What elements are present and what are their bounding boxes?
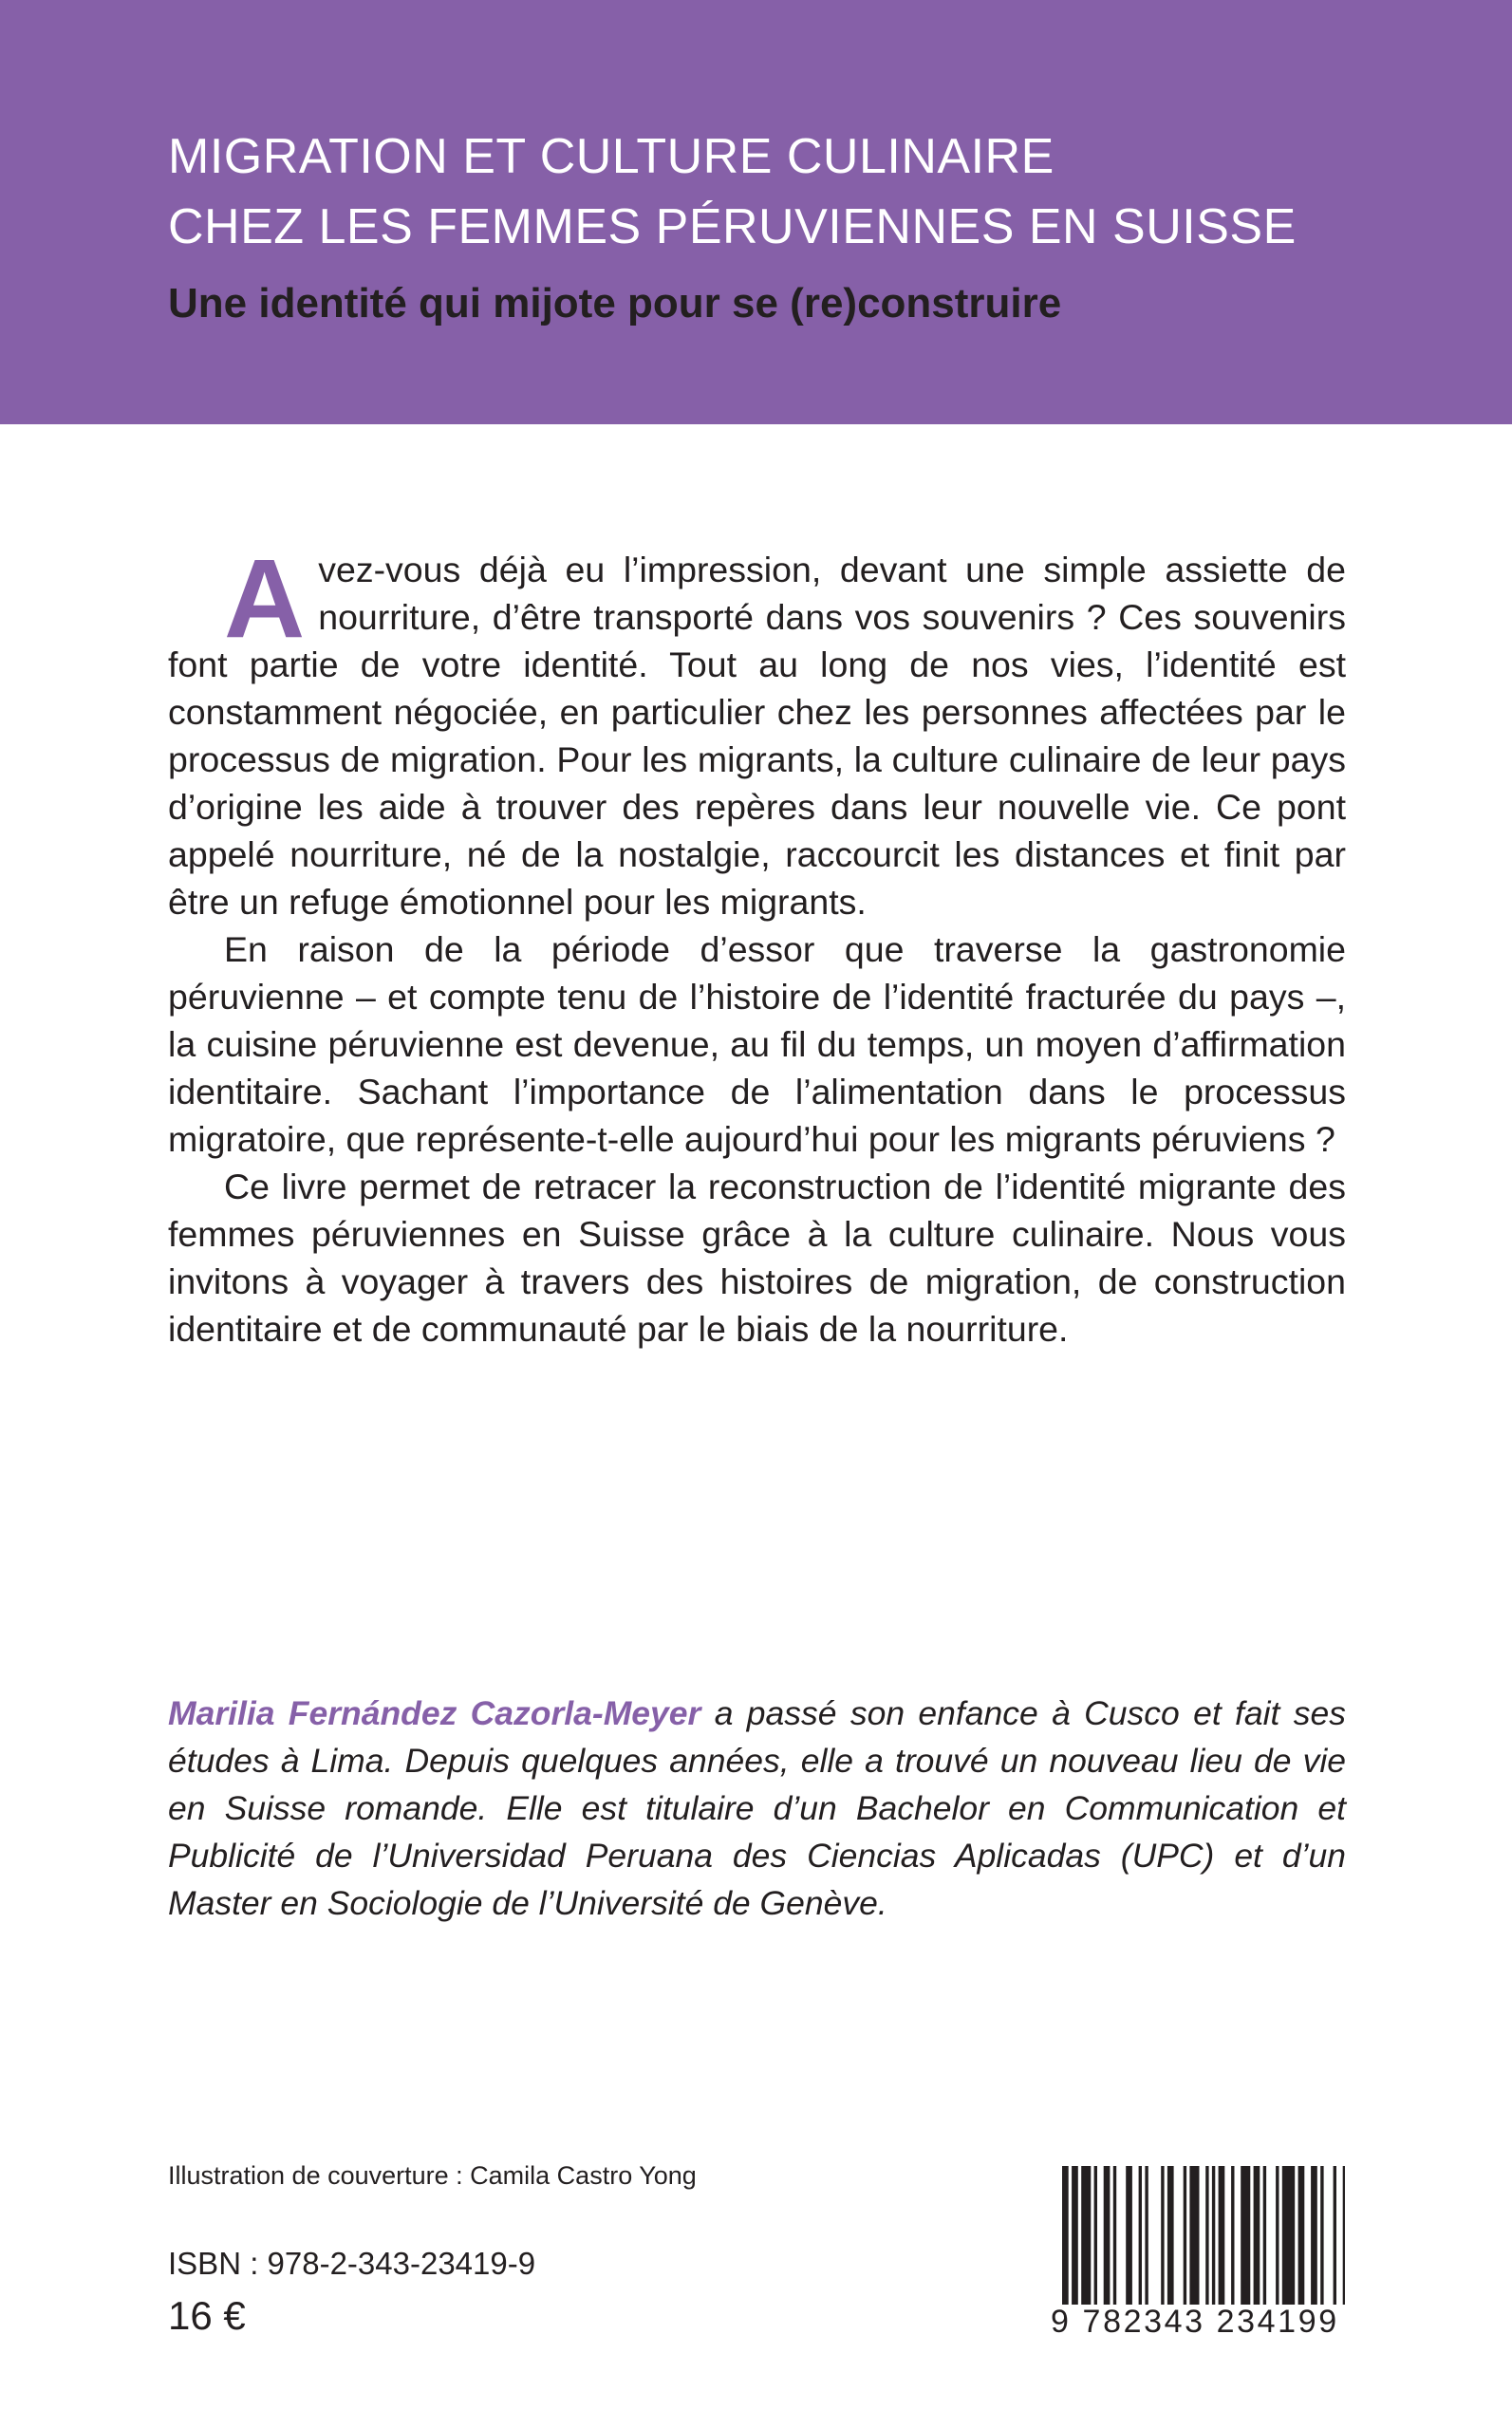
barcode-bar [1126, 2166, 1132, 2305]
barcode-bar [1205, 2166, 1208, 2305]
barcode-bar [1094, 2166, 1097, 2305]
barcode-bar [1113, 2166, 1116, 2305]
blurb-paragraph-3: Ce livre permet de retracer la reconstruction de l’identité migrante des femmes péruviennes en Suisse grâce à la culture culinaire. Nous vous invitons à voyager à travers des histoires de migration, de construction identitaire et de communauté par le biais de la nourriture. [168, 1167, 1346, 1349]
barcode-bar [1139, 2166, 1142, 2305]
barcode-bar [1219, 2166, 1225, 2305]
barcode-bar [1263, 2166, 1266, 2305]
barcode-bar [1167, 2166, 1174, 2305]
barcode-bar [1343, 2166, 1345, 2305]
book-title-line-1: MIGRATION ET CULTURE CULINAIRE [168, 129, 1055, 184]
barcode-bar [1276, 2166, 1279, 2305]
barcode-bar [1334, 2166, 1336, 2305]
barcode-digits: 9 782343 234199 [1051, 2304, 1339, 2340]
drop-cap: A [224, 536, 306, 662]
barcode-bar [1254, 2166, 1260, 2305]
book-subtitle: Une identité qui mijote pour se (re)construire [168, 280, 1062, 327]
illustration-credit: Illustration de couverture : Camila Castro Yong [168, 2161, 697, 2190]
barcode-bar [1320, 2166, 1323, 2305]
author-bio [168, 1690, 1346, 1927]
blurb-paragraph-1 [168, 536, 1346, 925]
barcode-bars [1051, 2164, 1345, 2306]
barcode-bar [1184, 2166, 1186, 2305]
blurb-paragraph-2: En raison de la période d’essor que traverse la gastronomie péruvienne – et compte tenu de l’histoire de l’identité fracturée du pays –, la cuisine péruvienne est devenue, au fil du temps, un moyen d’affirmation identitaire. Sachant l’importance de l’alimentation dans le processus migratoire, que représente-t-elle aujourd’hui pour les migrants péruviens ? [168, 929, 1346, 1159]
barcode-bar [1282, 2166, 1295, 2305]
barcode-bar [1298, 2166, 1305, 2305]
author-bio-text: a passé son enfance à Cusco et fait ses études à Lima. Depuis quelques années, elle a trouvé un nouveau lieu de vie en Suisse romande. Elle est titulaire d’un Bachelor en Communication et Publicité de l’Universidad Peruana des Ciencias Aplicadas (UPC) et d’un Master en Sociologie de l’Université de Genève. [168, 1694, 1346, 1922]
isbn: ISBN : 978-2-343-23419-9 [168, 2246, 536, 2281]
book-title-line-2: CHEZ LES FEMMES PÉRUVIENNES EN SUISSE [168, 199, 1297, 254]
barcode-bar [1212, 2166, 1215, 2305]
barcode-bar [1081, 2166, 1091, 2305]
cover-header-band [0, 0, 1512, 424]
price: 16 € [168, 2293, 246, 2338]
book-title [168, 121, 1354, 262]
barcode-bar [1189, 2166, 1199, 2305]
barcode [1051, 2164, 1345, 2344]
barcode-bar [1104, 2166, 1111, 2305]
barcode-bar [1145, 2166, 1148, 2305]
barcode-bar [1231, 2166, 1234, 2305]
barcode-bar [1161, 2166, 1164, 2305]
back-cover-blurb [168, 536, 1346, 1353]
barcode-bar [1241, 2166, 1250, 2305]
author-name: Marilia Fernández Cazorla-Meyer [168, 1694, 701, 1732]
barcode-bar [1072, 2166, 1078, 2305]
barcode-bar [1311, 2166, 1317, 2305]
barcode-bar [1062, 2166, 1069, 2305]
blurb-paragraph-1-text: vez-vous déjà eu l’impression, devant une simple assiette de nourriture, d’être transporté dans vos souvenirs ? Ces souvenirs font partie de votre identité. Tout au long de nos vies, l’identité est constamment négociée, en particulier chez les personnes affectées par le processus de migration. Pour les migrants, la culture culinaire de leur pays d’origine les aide à trouver des repères dans leur nouvelle vie. Ce pont appelé nourriture, né de la nostalgie, raccourcit les distances et finit par être un refuge émotionnel pour les migrants. [168, 550, 1346, 922]
